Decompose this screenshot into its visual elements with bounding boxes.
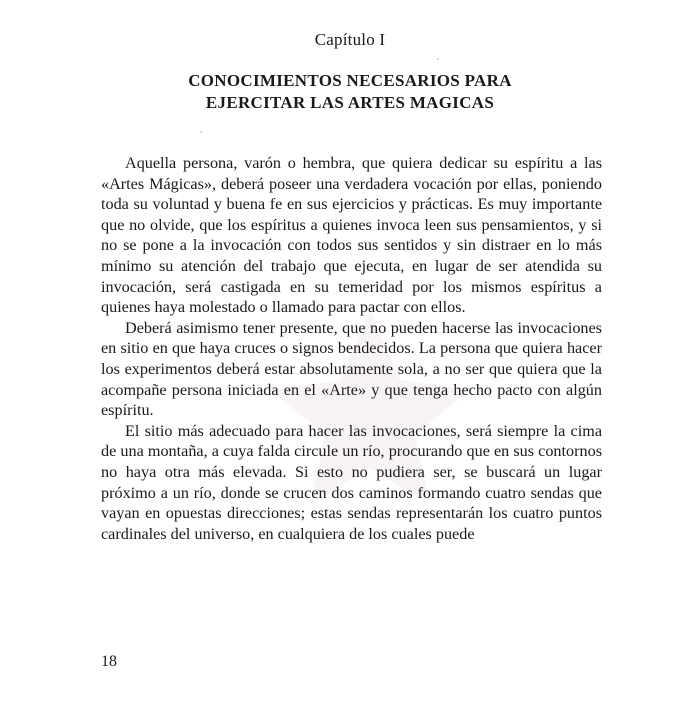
- paragraph: Aquella persona, varón o hembra, que quiera dedicar su espíritu a las «Artes Mágicas», deberá poseer una verdadera vocación por ellas, poniendo toda su voluntad y buena fe en sus ejercicios y prácticas. Es muy importante que no olvide, que los espíritus a quienes invoca leen sus pensamientos, y si no se pone a la invocación con todos sus sentidos y sin distraer en lo más mínimo su atención del trabajo que ejecuta, en lugar de ser atendida su invocación, será castigada en su temeridad por los mismos espíritus a quienes haya molestado o llamado para pactar con ellos.: [101, 154, 602, 317]
- paragraph: El sitio más adecuado para hacer las invocaciones, será siempre la cima de una montaña, a cuya falda circule un río, procurando que en sus contornos no haya otra más elevada. Si esto no pudiera ser, se buscará un lugar próximo a un río, donde se crucen dos caminos formando cuatro sendas que vayan en opuestas direcciones; estas sendas representarán los cuatro puntos cardinales del universo, en cualquiera de los cuales puede: [101, 421, 602, 543]
- page-number: 18: [101, 653, 117, 670]
- body-text: [101, 153, 602, 544]
- chapter-label: Capítulo I: [314, 30, 386, 49]
- paper-speck: [437, 58, 439, 60]
- chapter-title-line-2: EJERCITAR LAS ARTES MAGICAS: [205, 93, 495, 112]
- chapter-title-line-1: CONOCIMIENTOS NECESARIOS PARA: [188, 71, 512, 90]
- paragraph: Deberá asimismo tener presente, que no pueden hacerse las invocaciones en sitio en que haya cruces o signos bendecidos. La persona que quiera hacer los experimentos deberá estar absolutamente sola, a no ser que quiera que la acompañe persona iniciada en el «Arte» y que tenga hecho pacto con algún espíritu.: [101, 318, 602, 420]
- chapter-title: [0, 70, 700, 114]
- paper-speck: [200, 131, 202, 133]
